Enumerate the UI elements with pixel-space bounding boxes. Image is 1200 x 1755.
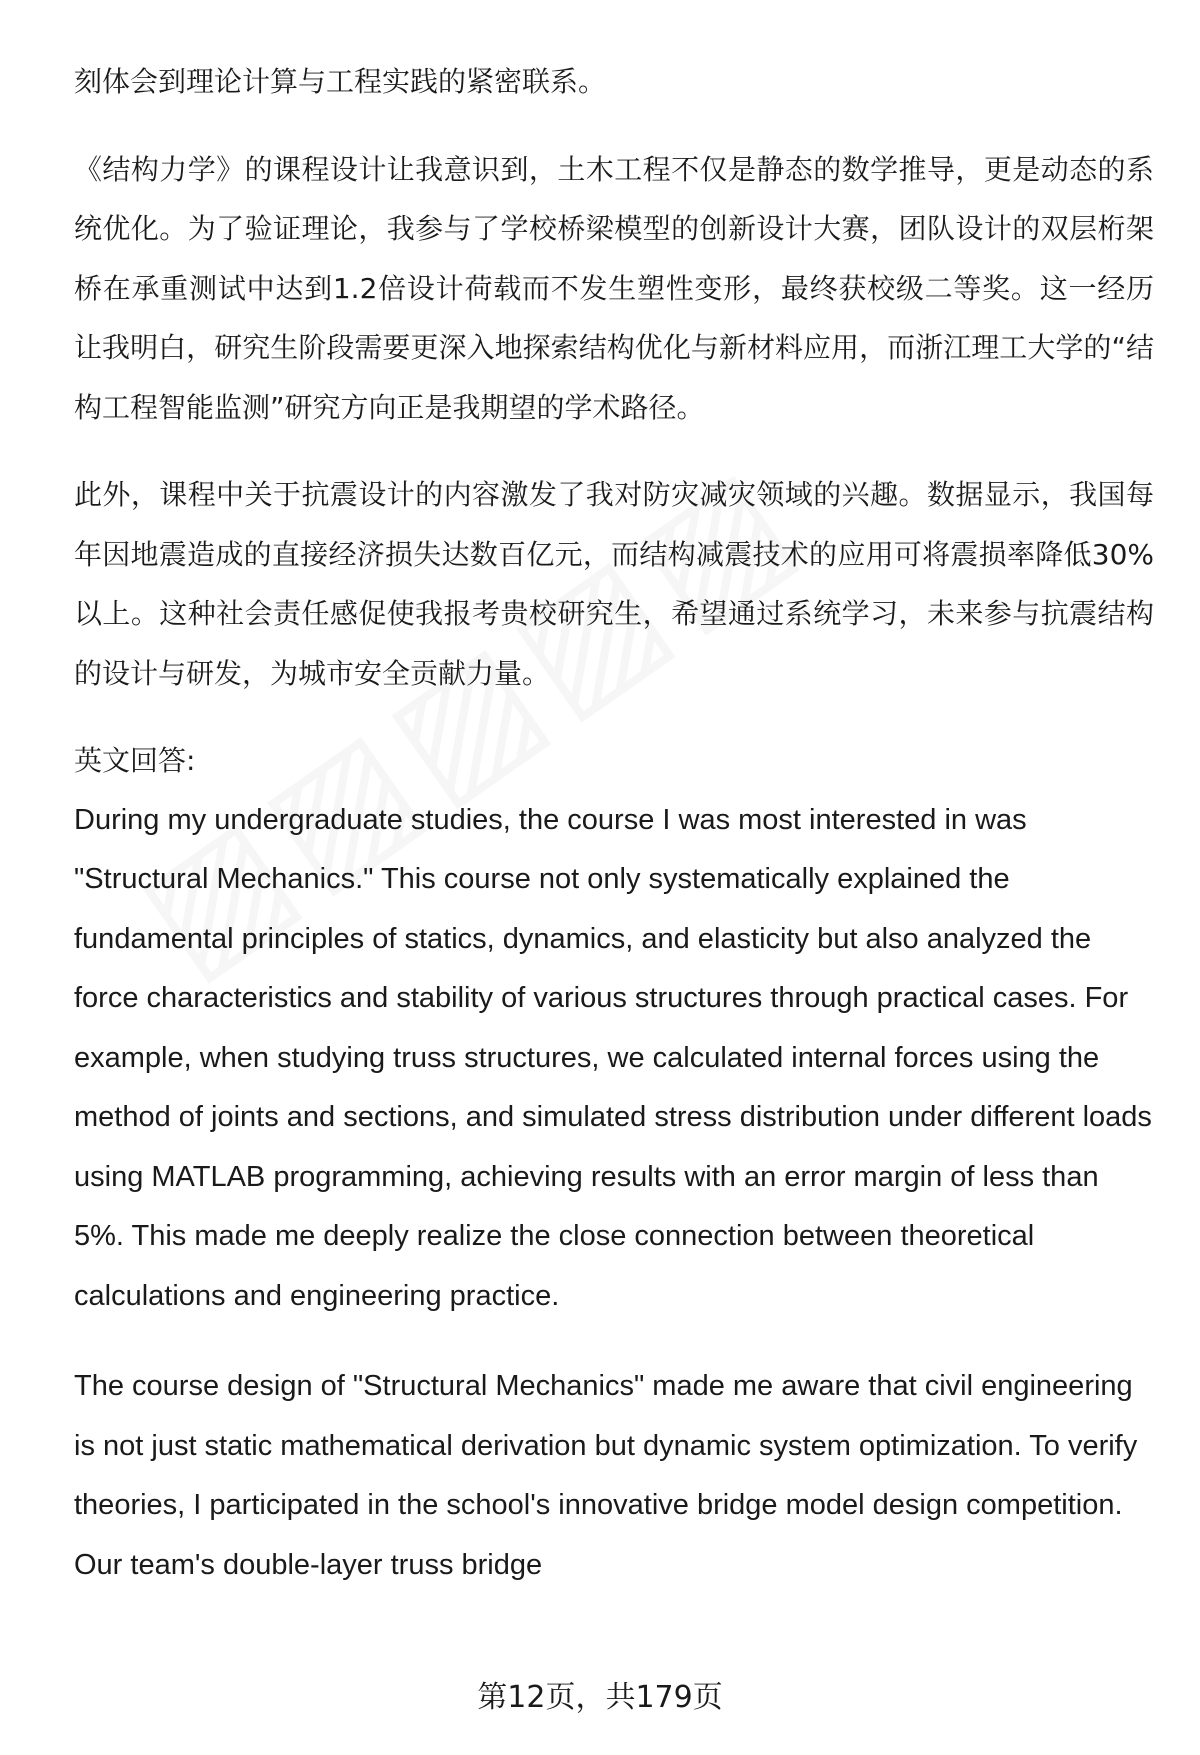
paragraph-seismic-zh: 此外，课程中关于抗震设计的内容激发了我对防灾减灾领域的兴趣。数据显示，我国每年因地震造成的直接经济损失达数百亿元，而结构减震技术的应用可将震损率降低30%以上。这种社会责任感促使我报考贵校研究生，希望通过系统学习，未来参与抗震结构的设计与研发，为城市安全贡献力量。 [74,478,1154,690]
page-indicator: 第12页，共179页 [477,1680,723,1715]
document-body [74,52,1154,1595]
english-answer-heading: 英文回答: [74,744,196,777]
paragraph-english-1: During my undergraduate studies, the course I was most interested in was "Structural Mechanics." This course not only systematically explained the fundamental principles of statics, dynamics, and elasticity but also analyzed the force characteristics and stability of various structures through practical cases. For example, when studying truss structures, we calculated internal forces using the method of joints and sections, and simulated stress distribution under different loads using MATLAB programming, achieving results with an error margin of less than 5%. This made me deeply realize the close connection between theoretical calculations and engineering practice. [74,803,1152,1312]
paragraph-intro-tail: 刻体会到理论计算与工程实践的紧密联系。 [74,65,607,98]
paragraph-course-design-zh: 《结构力学》的课程设计让我意识到，土木工程不仅是静态的数学推导，更是动态的系统优化。为了验证理论，我参与了学校桥梁模型的创新设计大赛，团队设计的双层桁架桥在承重测试中达到1.2倍设计荷载而不发生塑性变形，最终获校级二等奖。这一经历让我明白，研究生阶段需要更深入地探索结构优化与新材料应用，而浙江理工大学的“结构工程智能监测”研究方向正是我期望的学术路径。 [74,152,1154,424]
paragraph-english-2: The course design of "Structural Mechanics" made me aware that civil engineering is not just static mathematical derivation but dynamic system optimization. To verify theories, I participated in the school's innovative bridge model design competition. Our team's double-layer truss bridge [74,1370,1138,1581]
